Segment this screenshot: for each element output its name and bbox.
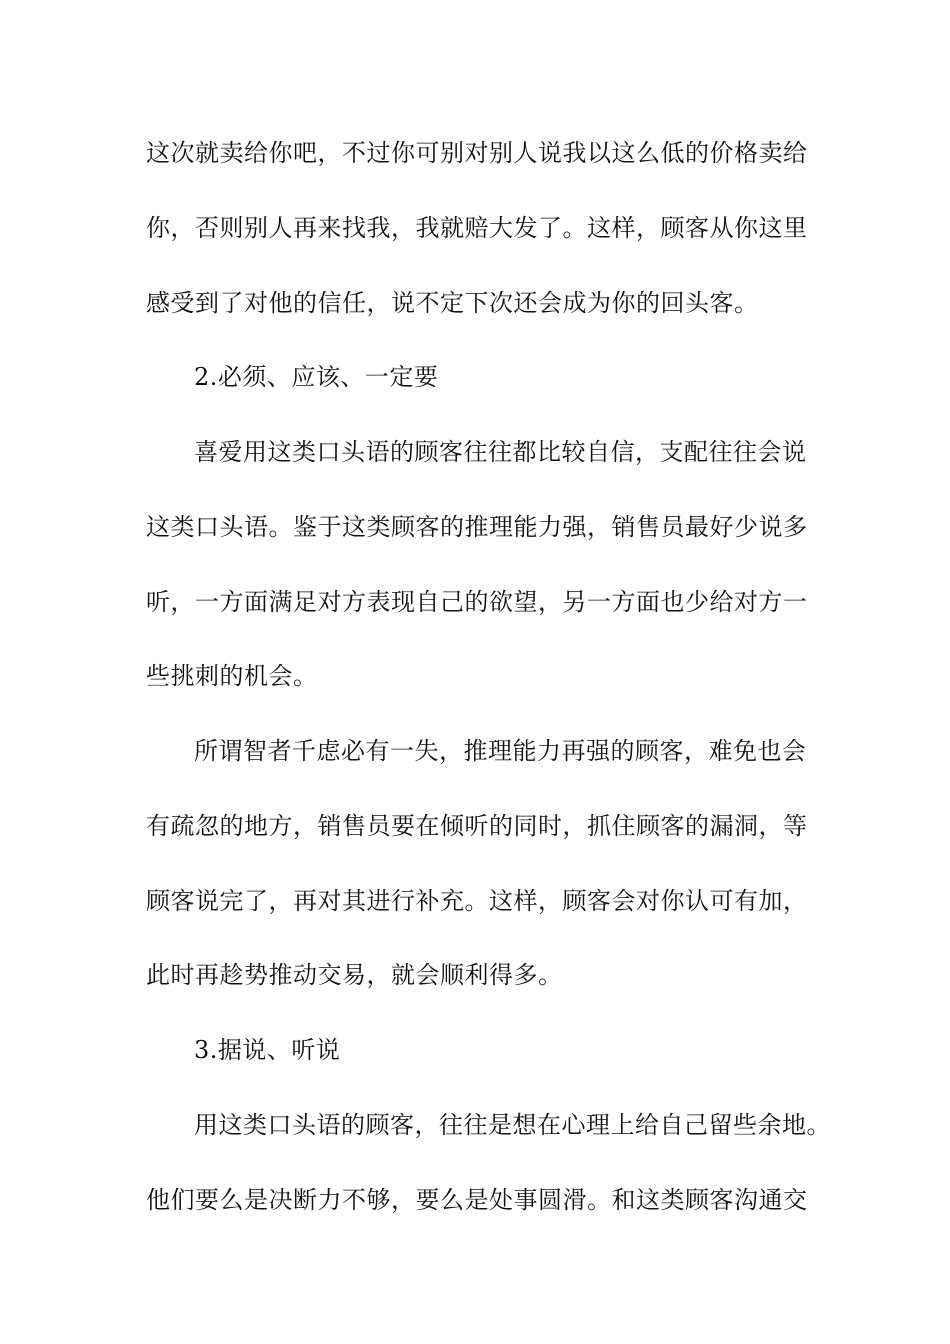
body-text-line: 有疏忽的地方，销售员要在倾听的同时，抓住顾客的漏洞，等 <box>146 812 808 840</box>
body-text-line: 听，一方面满足对方表现自己的欲望，另一方面也少给对方一 <box>146 588 808 616</box>
body-text-line: 你，否则别人再来找我，我就赔大发了。这样，顾客从你这里 <box>146 214 808 242</box>
body-text-line: 喜爱用这类口头语的顾客往往都比较自信，支配往往会说 <box>194 438 807 466</box>
body-text-line: 用这类口头语的顾客，往往是想在心理上给自己留些余地。 <box>194 1111 831 1139</box>
body-text-line: 他们要么是决断力不够，要么是处事圆滑。和这类顾客沟通交 <box>146 1186 808 1214</box>
section-heading: 2.必须、应该、一定要 <box>194 363 439 391</box>
body-text-line: 此时再趁势推动交易，就会顺利得多。 <box>146 961 563 989</box>
body-text-line: 这次就卖给你吧，不过你可别对别人说我以这么低的价格卖给 <box>146 139 808 167</box>
body-text-line: 这类口头语。鉴于这类顾客的推理能力强，销售员最好少说多 <box>146 513 808 541</box>
body-text-line: 所谓智者千虑必有一失，推理能力再强的顾客，难免也会 <box>194 737 807 765</box>
body-text-line: 顾客说完了，再对其进行补充。这样，顾客会对你认可有加， <box>146 887 808 915</box>
section-heading: 3.据说、听说 <box>194 1036 341 1064</box>
body-text-line: 些挑刺的机会。 <box>146 662 318 690</box>
body-text-line: 感受到了对他的信任，说不定下次还会成为你的回头客。 <box>146 289 759 317</box>
